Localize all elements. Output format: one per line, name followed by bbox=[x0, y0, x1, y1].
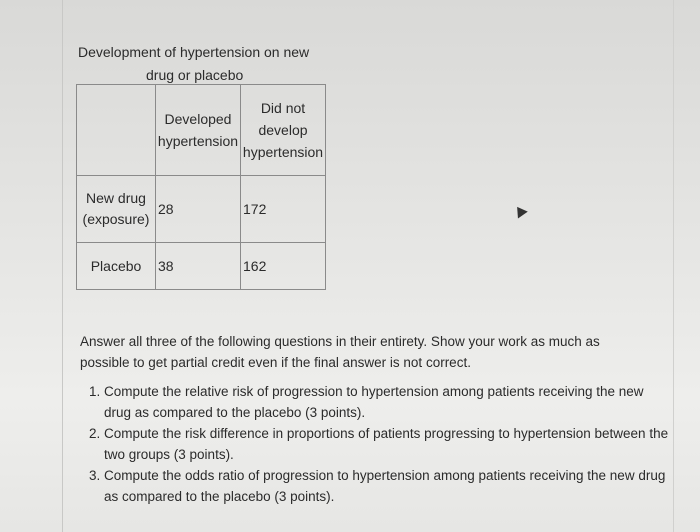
cell-placebo-not-developed: 162 bbox=[241, 243, 326, 290]
table-row bbox=[77, 176, 326, 243]
cell-placebo-developed: 38 bbox=[156, 243, 241, 290]
mouse-cursor-icon bbox=[512, 203, 528, 218]
question-1: 1. Compute the relative risk of progression to hypertension among patients receiving the new drug as compared to the placebo (3 points). bbox=[104, 381, 674, 423]
page-edge-left bbox=[62, 0, 63, 532]
question-3: 3. Compute the odds ratio of progression to hypertension among patients receiving the new drug as compared to the placebo (3 points). bbox=[104, 465, 674, 507]
row-label-new-drug: New drug (exposure) bbox=[77, 176, 156, 243]
contingency-table bbox=[76, 84, 326, 290]
table-row bbox=[77, 243, 326, 290]
instructions-text: Answer all three of the following questions in their entirety. Show your work as much as possible to get partial credit even if the final answer is not correct. bbox=[80, 334, 600, 370]
question-list bbox=[80, 381, 674, 507]
table-caption bbox=[78, 41, 338, 87]
question-2: 2. Compute the risk difference in proportions of patients progressing to hypertension between the two groups (3 points). bbox=[104, 423, 674, 465]
caption-line-1: Development of hypertension on new bbox=[78, 44, 310, 60]
header-empty-cell bbox=[77, 85, 156, 176]
header-developed: Developed hypertension bbox=[156, 85, 241, 176]
cell-new-drug-developed: 28 bbox=[156, 176, 241, 243]
cell-new-drug-not-developed: 172 bbox=[241, 176, 326, 243]
header-not-developed: Did not develop hypertension bbox=[241, 85, 326, 176]
caption-line-2: drug or placebo bbox=[146, 67, 244, 83]
table-header-row bbox=[77, 85, 326, 176]
row-label-placebo: Placebo bbox=[77, 243, 156, 290]
